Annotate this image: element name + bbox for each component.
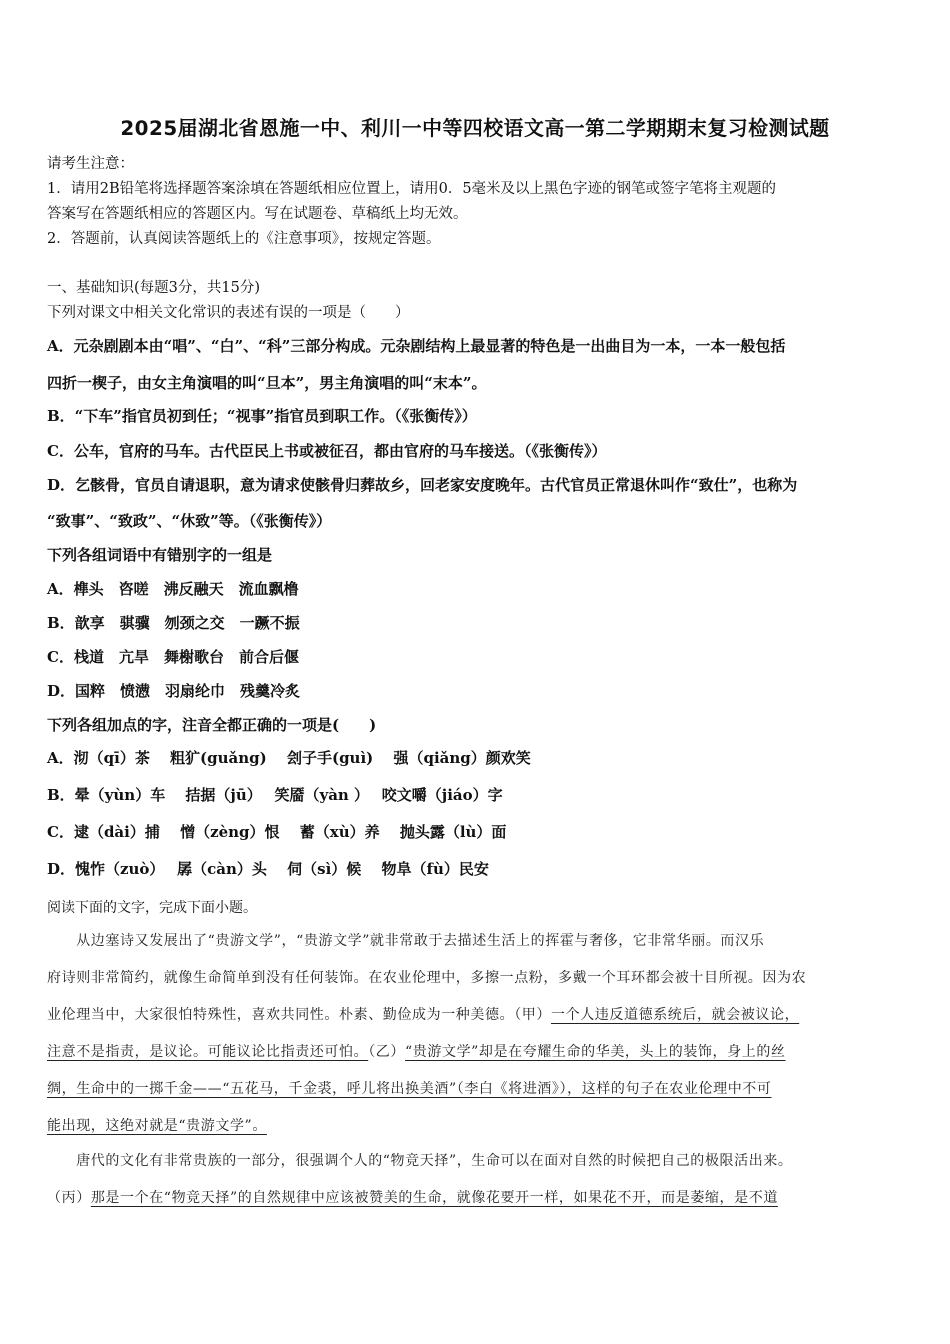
passage-p1-line-5: 绸，生命中的一掷千金——“五花马，千金裘，呼儿将出换美酒”（李白《将进酒》），这样的句子在农业伦理中不可 bbox=[47, 1081, 772, 1097]
question-2-option-b: B．歆享 骐骥 刎颈之交 一蹶不振 bbox=[47, 614, 300, 632]
notice-item-1-cont: 答案写在答题纸相应的答题区内。写在试题卷、草稿纸上均无效。 bbox=[47, 206, 468, 222]
underlined-sentence-bing: 那是一个在“物竞天择”的自然规律中应该被赞美的生命，就像花要开一样，如果花不开，而是萎缩，是不道 bbox=[90, 1190, 778, 1206]
question-3-option-c: C．逮（dài）捕 憎（zèng）恨 蓄（xù）养 抛头露（lù）面 bbox=[47, 823, 507, 841]
reading-intro: 阅读下面的文字，完成下面小题。 bbox=[47, 900, 257, 916]
question-1-option-d: D．乞骸骨，官员自请退职，意为请求使骸骨归葬故乡，回老家安度晚年。古代官员正常退休叫作“致仕”，也称为 bbox=[47, 476, 798, 494]
question-1-option-a: A．元杂剧剧本由“唱”、“白”、“科”三部分构成。元杂剧结构上最显著的特色是一出曲目为一本，一本一般包括 bbox=[47, 337, 786, 355]
exam-title: 2025届湖北省恩施一中、利川一中等四校语文高一第二学期期末复习检测试题 bbox=[120, 117, 830, 140]
question-3-option-d: D．愧怍（zuò） 孱（càn）头 伺（sì）候 物阜（fù）民安 bbox=[47, 860, 489, 878]
question-3-option-b: B．晕（yùn）车 拮据（jū） 笑靥（yàn ） 咬文嚼（jiáo）字 bbox=[47, 786, 503, 804]
notice-item-2: 2．答题前，认真阅读答题纸上的《注意事项》，按规定答题。 bbox=[47, 231, 441, 247]
marker-bing: （丙） bbox=[47, 1190, 91, 1206]
underlined-sentence-yi: “贵游文学”却是在夸耀生命的华美，头上的装饰，身上的丝 bbox=[405, 1044, 786, 1060]
passage-p2-line-2 bbox=[47, 1187, 778, 1207]
question-2-option-c: C．栈道 亢旱 舞榭歌台 前合后偃 bbox=[47, 648, 299, 666]
question-3-stem: 下列各组加点的字，注音全都正确的一项是( ) bbox=[47, 716, 377, 734]
section-heading: 一、基础知识(每题3分，共15分) bbox=[47, 280, 260, 296]
underlined-sentence-jia-cont: 注意不是指责，是议论。可能议论比指责还可怕。 bbox=[47, 1044, 369, 1060]
question-1-option-b: B．“下车”指官员初到任；“视事”指官员到职工作。（《张衡传》） bbox=[47, 407, 477, 425]
question-2-option-a: A．榫头 咨嗟 沸反融天 流血飘橹 bbox=[47, 580, 299, 598]
notice-item-1: 1．请用2B铅笔将选择题答案涂填在答题纸相应位置上，请用0．5毫米及以上黑色字迹的钢笔或签字笔将主观题的 bbox=[47, 181, 777, 197]
marker-yi: （乙） bbox=[368, 1044, 406, 1060]
question-1-option-a-cont: 四折一楔子，由女主角演唱的叫“旦本”，男主角演唱的叫“末本”。 bbox=[47, 374, 487, 392]
passage-p1-line-4 bbox=[47, 1041, 786, 1061]
notice-heading: 请考生注意： bbox=[47, 156, 134, 172]
question-1-option-d-cont: “致事”、“致政”、“休致”等。（《张衡传》） bbox=[47, 512, 332, 530]
question-2-option-d: D．国粹 愤懑 羽扇纶巾 残羹冷炙 bbox=[47, 682, 301, 700]
passage-text: 业伦理当中，大家很怕特殊性，喜欢共同性。朴素、勤俭成为一种美德。（甲） bbox=[47, 1007, 551, 1023]
passage-p1-line-6: 能出现，这绝对就是“贵游文学”。 bbox=[47, 1118, 267, 1134]
question-1-option-c: C．公车，官府的马车。古代臣民上书或被征召，都由官府的马车接送。（《张衡传》） bbox=[47, 442, 607, 460]
underlined-sentence-jia: 一个人违反道德系统后，就会被议论， bbox=[551, 1007, 800, 1023]
passage-p1-line-2: 府诗则非常简约，就像生命简单到没有任何装饰。在农业伦理中，多擦一点粉，多戴一个耳环都会被十目所视。因为农 bbox=[47, 970, 807, 986]
passage-p1-line-1: 从边塞诗又发展出了“贵游文学”，“贵游文学”就非常敢于去描述生活上的挥霍与奢侈，它非常华丽。而汉乐 bbox=[47, 933, 765, 949]
question-1-stem: 下列对课文中相关文化常识的表述有误的一项是（ ） bbox=[47, 305, 410, 321]
question-3-option-a: A．沏（qī）茶 粗犷(guǎng) 刽子手(guì) 强（qiǎng）颜欢笑 bbox=[47, 749, 531, 767]
passage-p2-line-1: 唐代的文化有非常贵族的一部分，很强调个人的“物竞天择”，生命可以在面对自然的时候把自己的极限活出来。 bbox=[47, 1153, 793, 1169]
passage-p1-line-3 bbox=[47, 1004, 799, 1024]
question-2-stem: 下列各组词语中有错别字的一组是 bbox=[47, 546, 273, 564]
